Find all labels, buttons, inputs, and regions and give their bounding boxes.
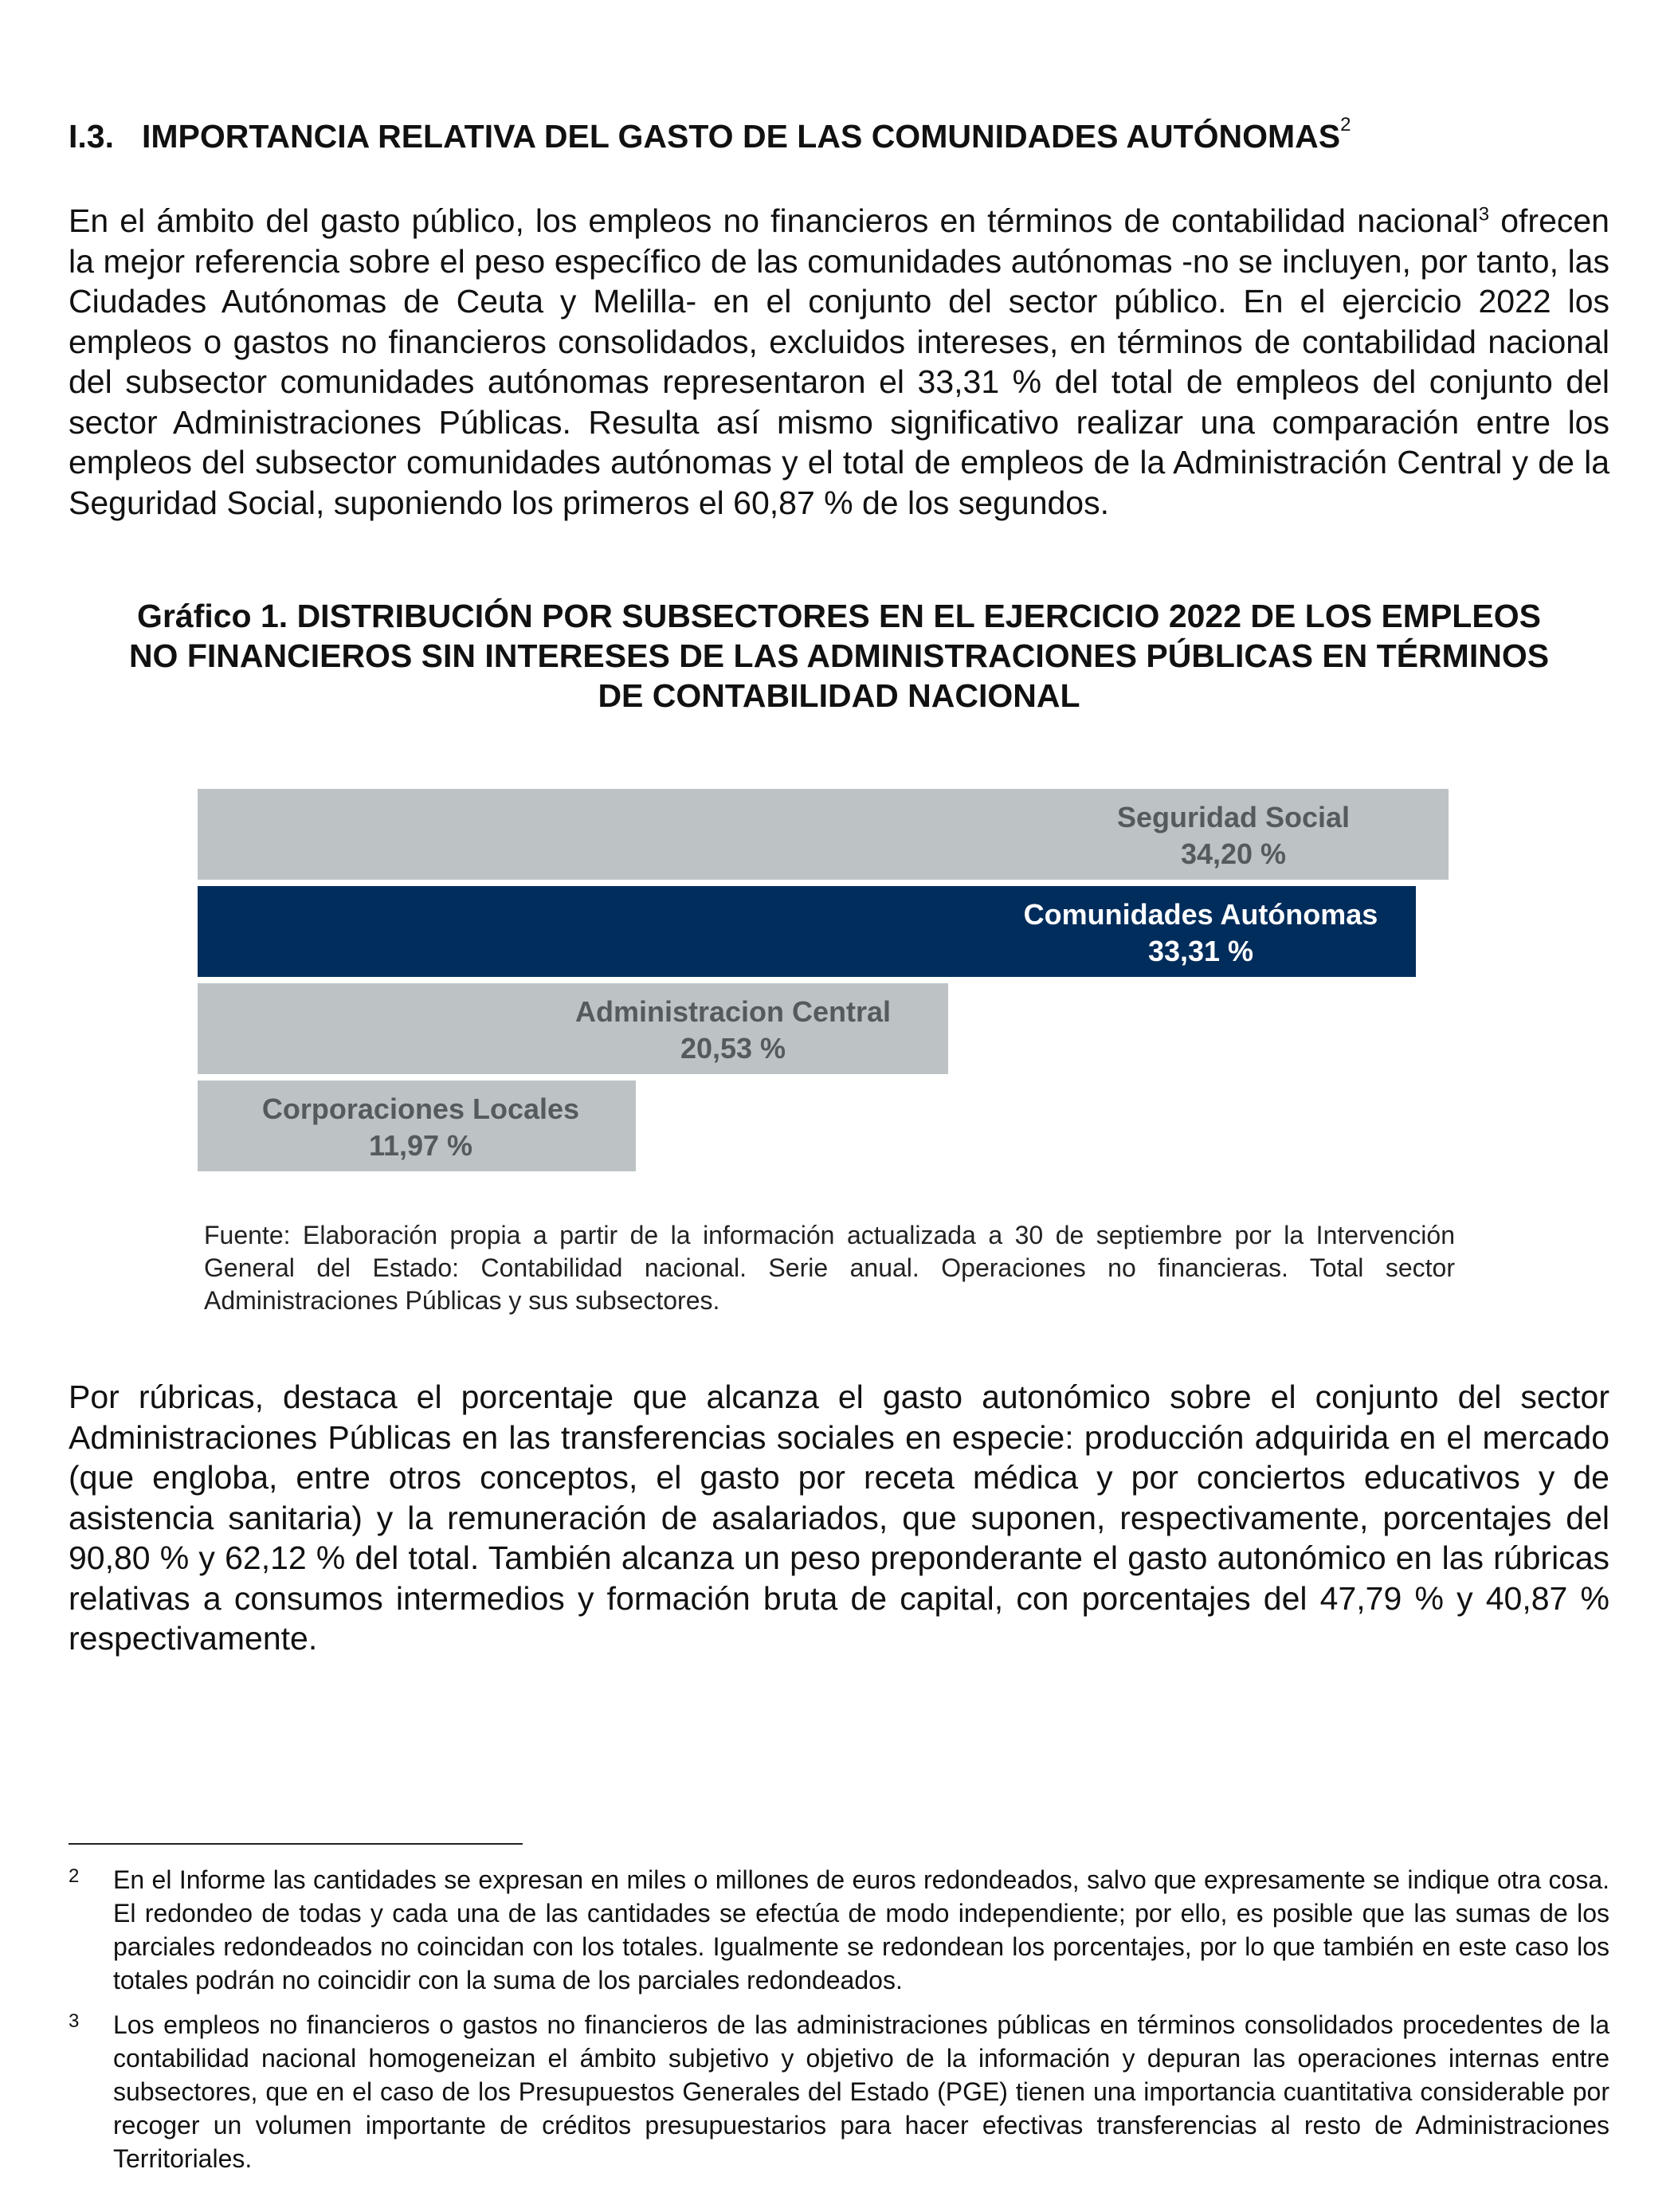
bar-value-label: 33,31 % xyxy=(1147,935,1254,967)
intro-paragraph xyxy=(69,201,1609,523)
rubricas-paragraph: Por rúbricas, destaca el porcentaje que alcanza el gasto autonómico sobre el conjunto del sector Administraciones Públicas en las transferencias sociales en especie: producción adquirida en el mercado (que engloba, entre otros conceptos, el gasto por receta médica y por conciertos educativos y de asistencia sanitaria) y la remuneración de asalariados, que suponen, respectivamente, porcentajes del 90,80 % y 62,12 % del total. También alcanza un peso preponderante el gasto autonómico en las rúbricas relativas a consumos intermedios y formación bruta de capital, con porcentajes del 47,79 % y 40,87 % respectivamente. xyxy=(69,1379,1609,1657)
bar-chart xyxy=(198,789,1528,1171)
section-heading xyxy=(69,114,1351,155)
footnote-2 xyxy=(69,1863,1609,1997)
footnote-text: En el Informe las cantidades se expresan en miles o millones de euros redondeados, salvo que expresamente se indique otra cosa. El redondeo de todas y cada una de las cantidades se efectúa de modo independiente; por ello, es posible que las sumas de los parciales redondeados no coincidan con los totales. Igualmente se redondean los porcentajes, por lo que también en este caso los totales podrán no coincidir con la suma de los parciales redondeados. xyxy=(113,1865,1609,1994)
intro-paragraph-part1: En el ámbito del gasto público, los empleos no financieros en términos de contabilidad nacional xyxy=(69,202,1479,239)
footnote-mark: 3 xyxy=(69,2010,80,2032)
intro-paragraph-part2: ofrecen la mejor referencia sobre el peso específico de las comunidades autónomas -no se incluyen, por tanto, las Ciudades Autónomas de Ceuta y Melilla- en el conjunto del sector público. En el ejercicio 2022 los empleos o gastos no financieros consolidados, excluidos intereses, en términos de contabilidad nacional del subsector comunidades autónomas representaron el 33,31 % del total de empleos del conjunto del sector Administraciones Públicas. Resulta así mismo significativo realizar una comparación entre los empleos del subsector comunidades autónomas y el total de empleos de la Administración Central y de la Seguridad Social, suponiendo los primeros el 60,87 % de los segundos. xyxy=(69,202,1609,521)
bar-value-label: 11,97 % xyxy=(368,1129,473,1162)
chart-title-line2: NO FINANCIEROS SIN INTERESES DE LAS ADMINISTRACIONES PÚBLICAS EN TÉRMINOS xyxy=(128,637,1550,674)
chart-title-line3: DE CONTABILIDAD NACIONAL xyxy=(598,677,1080,714)
bar-category-label: Seguridad Social xyxy=(1116,801,1351,833)
footnote-ref-2[interactable]: 2 xyxy=(1340,114,1351,136)
footnote-3 xyxy=(69,2008,1609,2175)
bar-value-label: 34,20 % xyxy=(1180,837,1287,870)
bar-chart-svg xyxy=(198,789,1528,1171)
section-title: IMPORTANCIA RELATIVA DEL GASTO DE LAS COMUNIDADES AUTÓNOMAS xyxy=(142,118,1341,155)
footnote-divider xyxy=(69,1843,523,1845)
chart-title xyxy=(69,596,1609,716)
section-number: I.3. xyxy=(69,118,114,155)
chart-title-line1: Gráfico 1. DISTRIBUCIÓN POR SUBSECTORES EN EL EJERCICIO 2022 DE LOS EMPLEOS xyxy=(137,598,1541,634)
bar-category-label: Corporaciones Locales xyxy=(261,1092,580,1125)
chart-source: Fuente: Elaboración propia a partir de la información actualizada a 30 de septiembre por la Intervención General del Estado: Contabilidad nacional. Serie anual. Operaciones no financieras. Total sector Administraciones Públicas y sus subsectores. xyxy=(204,1221,1455,1315)
bar-value-label: 20,53 % xyxy=(680,1032,786,1065)
bar-category-label: Comunidades Autónomas xyxy=(1023,898,1378,931)
footnote-mark: 2 xyxy=(69,1865,80,1887)
bar-category-label: Administracion Central xyxy=(574,995,892,1028)
footnote-text: Los empleos no financieros o gastos no financieros de las administraciones públicas en términos consolidados procedentes de la contabilidad nacional homogeneizan el ámbito subjetivo y objetivo de la información y depuran las operaciones internas entre subsectores, que en el caso de los Presupuestos Generales del Estado (PGE) tienen una importancia cuantitativa considerable por recoger un volumen importante de créditos presupuestarios para hacer efectivas transferencias al resto de Administraciones Territoriales. xyxy=(113,2010,1609,2173)
footnote-ref-3[interactable]: 3 xyxy=(1478,203,1490,226)
